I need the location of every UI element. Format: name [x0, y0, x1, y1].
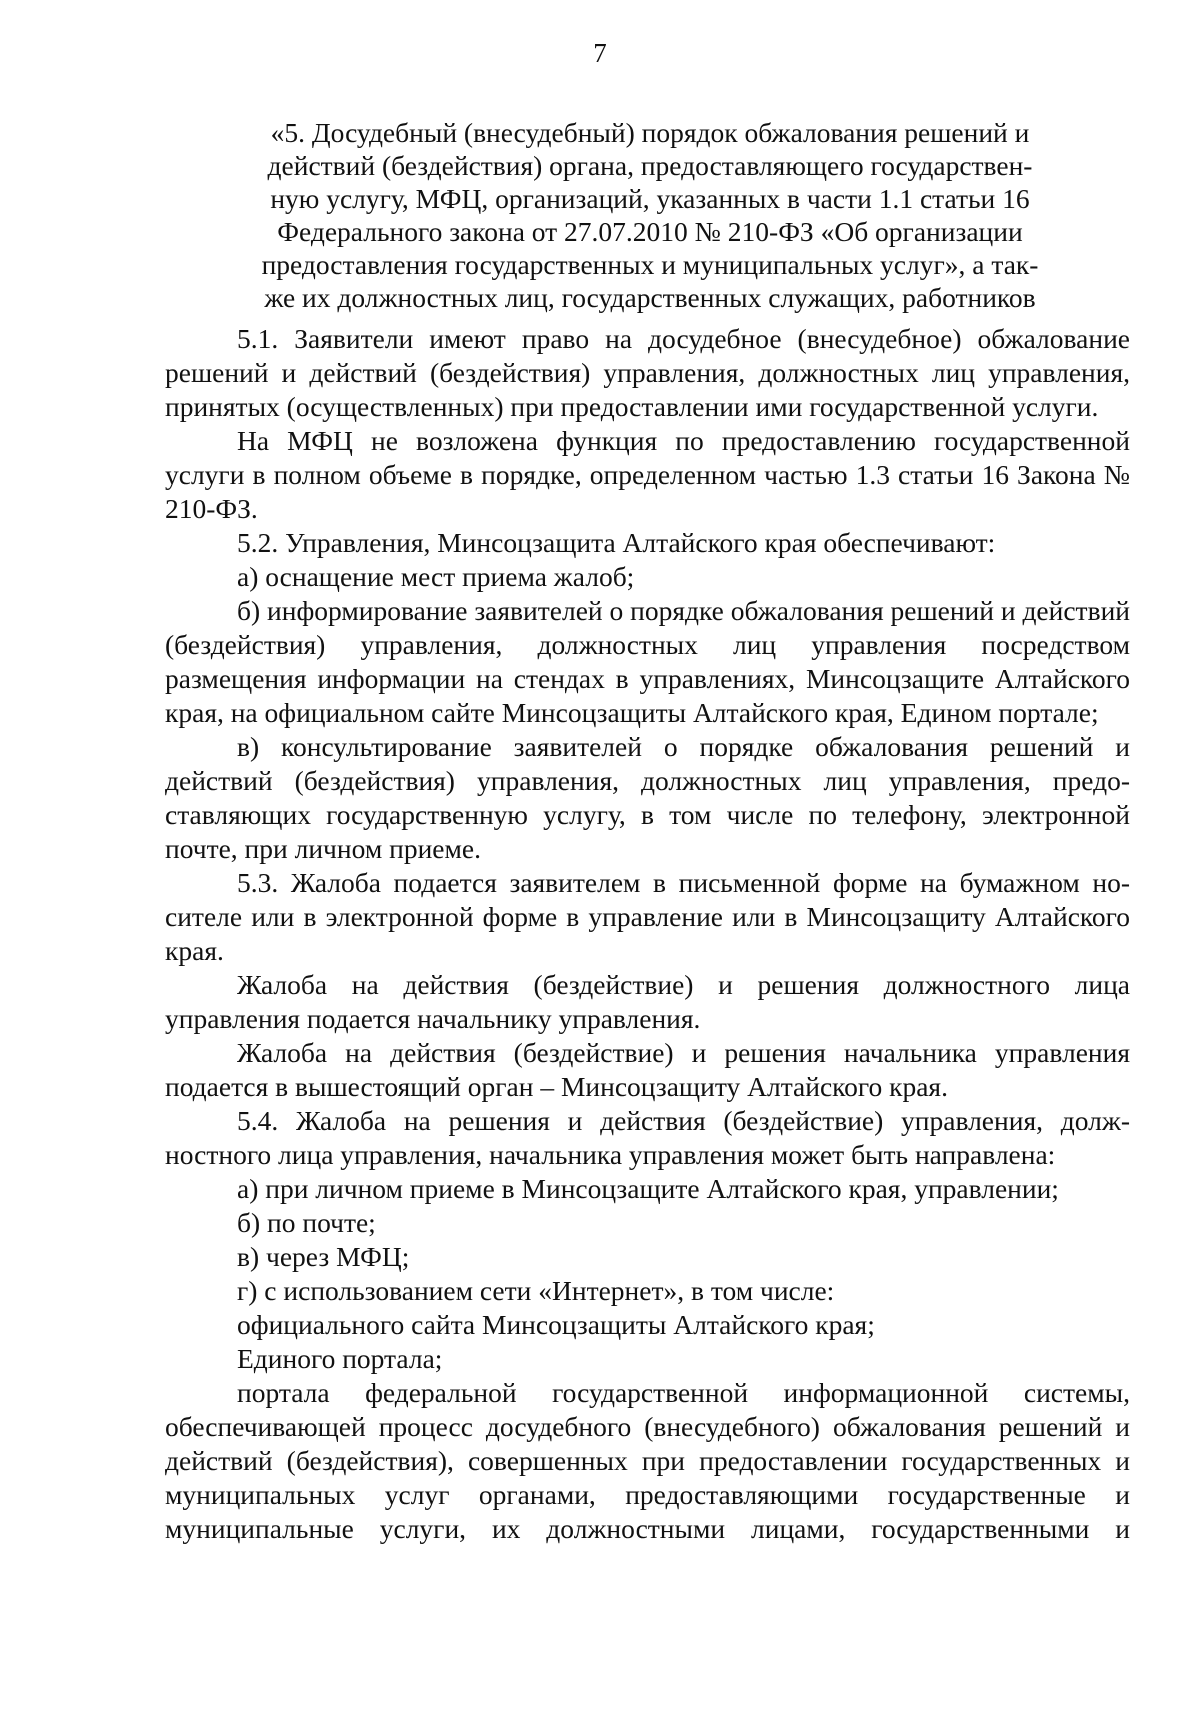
- paragraph-mfc-function: На МФЦ не возложена функция по предоставлению государственной услуги в полном объеме в порядке, определенном частью 1.3 статьи 16 Закона № 210-ФЗ.: [165, 425, 1130, 524]
- section-heading: [236, 116, 1064, 314]
- heading-line: «5. Досудебный (внесудебный) порядок обжалования решений и: [270, 117, 1030, 148]
- heading-line: же их должностных лиц, государственных служащих, работников: [264, 282, 1036, 313]
- paragraph-5-3: 5.3. Жалоба подается заявителем в письменной форме на бумажном носителе или в электронной форме в управление или в Минсоцзащиту Алтайского края.: [165, 867, 1130, 966]
- paragraph-5-1: 5.1. Заявители имеют право на досудебное (внесудебное) обжалование решений и действий (бездействия) управления, должностных лиц управления, принятых (осуществленных) при предоставлении ими государственной услуги.: [165, 323, 1130, 422]
- page-number: 7: [593, 38, 607, 68]
- paragraph-5-2-v: в) консультирование заявителей о порядке обжалования решений и действий (бездействия) управления, должностных лиц управления, предоставляющих государственную услугу, в том числе по телефону, электронной почте, при личном приеме.: [165, 731, 1130, 864]
- paragraph-federal-portal: портала федеральной государственной информационной системы, обеспечивающей процесс досудебного (внесудебного) обжалования решений и действий (бездействия), совершенных при предоставлении государственных и муниципальных услуг органами, предоставляющими государственные и муниципальные услуги, их должностными лицами, государственными и: [165, 1377, 1130, 1544]
- heading-line: ную услугу, МФЦ, организаций, указанных в части 1.1 статьи 16: [270, 183, 1030, 214]
- paragraph-5-4-v: в) через МФЦ;: [237, 1241, 410, 1272]
- paragraph-complaint-head: Жалоба на действия (бездействие) и решения начальника управления подается в вышестоящий орган – Минсоцзащиту Алтайского края.: [165, 1037, 1130, 1102]
- heading-line: предоставления государственных и муниципальных услуг», а так-: [261, 249, 1039, 280]
- paragraph-5-4-b: б) по почте;: [237, 1207, 376, 1238]
- heading-line: действий (бездействия) органа, предоставляющего государствен-: [267, 150, 1033, 181]
- paragraph-5-4-g: г) с использованием сети «Интернет», в том числе:: [237, 1275, 835, 1306]
- paragraph-5-2-a: а) оснащение мест приема жалоб;: [237, 561, 635, 592]
- heading-line: Федерального закона от 27.07.2010 № 210-ФЗ «Об организации: [277, 216, 1023, 247]
- paragraph-official-site: официального сайта Минсоцзащиты Алтайского края;: [237, 1309, 875, 1340]
- paragraph-5-4-a: а) при личном приеме в Минсоцзащите Алтайского края, управлении;: [237, 1173, 1059, 1204]
- paragraph-5-2: 5.2. Управления, Минсоцзащита Алтайского края обеспечивают:: [237, 527, 996, 558]
- paragraph-complaint-official: Жалоба на действия (бездействие) и решения должностного лица управления подается начальнику управления.: [165, 969, 1130, 1034]
- document-body: [165, 322, 1130, 1546]
- paragraph-5-2-b: б) информирование заявителей о порядке обжалования решений и действий (бездействия) управления, должностных лиц управления посредством размещения информации на стендах в управлениях, Минсоцзащите Алтайского края, на официальном сайте Минсоцзащиты Алтайского края, Едином портале;: [165, 595, 1130, 728]
- paragraph-unified-portal: Единого портала;: [237, 1343, 443, 1374]
- paragraph-5-4: 5.4. Жалоба на решения и действия (бездействие) управления, должностного лица управления, начальника управления может быть направлена:: [165, 1105, 1130, 1170]
